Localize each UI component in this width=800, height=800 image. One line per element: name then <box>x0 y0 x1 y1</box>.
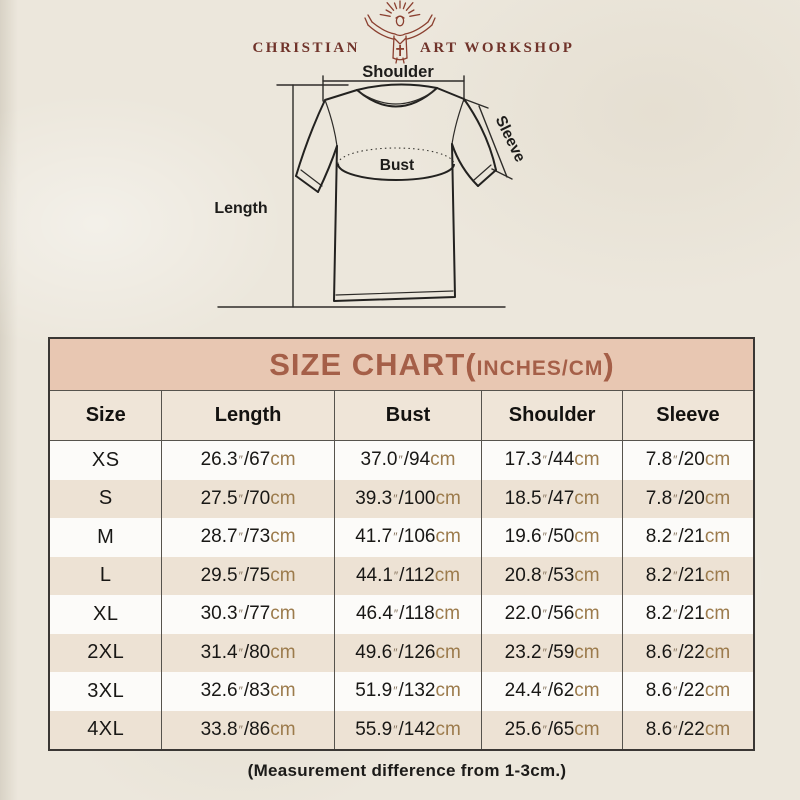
bust-cell: 49.6 ″ /126 cm <box>335 634 483 673</box>
logo-text-right: ART WORKSHOP <box>420 40 575 56</box>
title-sub: INCHES/CM <box>476 356 604 380</box>
shoulder-cell: 24.4 ″ /62 cm <box>482 672 623 711</box>
sleeve-label: Sleeve <box>491 113 529 165</box>
size-cell: S <box>50 480 162 519</box>
size-cell: 4XL <box>50 711 162 750</box>
bust-cell: 44.1 ″ /112 cm <box>335 557 483 596</box>
shoulder-cell: 20.8 ″ /53 cm <box>482 557 623 596</box>
table-header-row <box>50 391 753 441</box>
table-row <box>50 518 753 557</box>
sleeve-cell: 8.6 ″ /22 cm <box>645 718 731 740</box>
size-cell: XS <box>50 441 162 480</box>
sleeve-cell: 8.6 ″ /22 cm <box>645 641 731 663</box>
column-header-shoulder: Shoulder <box>482 391 623 440</box>
bust-cell: 37.0 ″ /94 cm <box>335 441 483 480</box>
length-cell: 26.3 ″ /67 cm <box>162 441 334 480</box>
logo-text-left: CHRISTIAN <box>252 40 360 56</box>
size-cell: 3XL <box>50 672 162 711</box>
size-cell: XL <box>50 595 162 634</box>
title-close: ) <box>603 346 614 382</box>
column-header-sleeve: Sleeve <box>656 404 720 426</box>
shoulder-cell: 23.2 ″ /59 cm <box>482 634 623 673</box>
size-cell: L <box>50 557 162 596</box>
sleeve-cell: 8.2 ″ /21 cm <box>645 603 731 625</box>
bust-cell: 51.9 ″ /132 cm <box>335 672 483 711</box>
table-row <box>50 480 753 519</box>
column-header-bust: Bust <box>335 391 483 440</box>
bust-cell: 39.3 ″ /100 cm <box>335 480 483 519</box>
sleeve-cell: 8.2 ″ /21 cm <box>645 526 731 548</box>
shoulder-label: Shoulder <box>362 63 434 81</box>
shoulder-cell: 17.3 ″ /44 cm <box>482 441 623 480</box>
length-cell: 33.8 ″ /86 cm <box>162 711 334 750</box>
size-chart-title <box>269 347 614 383</box>
length-cell: 32.6 ″ /83 cm <box>162 672 334 711</box>
tshirt-outline <box>296 84 496 301</box>
sleeve-cell: 8.6 ″ /22 cm <box>645 680 731 702</box>
shoulder-cell: 22.0 ″ /56 cm <box>482 595 623 634</box>
table-row <box>50 711 753 750</box>
column-header-size: Size <box>50 391 162 440</box>
table-row <box>50 557 753 596</box>
bust-cell: 41.7 ″ /106 cm <box>335 518 483 557</box>
length-cell: 27.5 ″ /70 cm <box>162 480 334 519</box>
sleeve-cell: 7.8 ″ /20 cm <box>645 449 731 471</box>
length-measure-lines <box>218 85 505 307</box>
size-cell: M <box>50 518 162 557</box>
size-chart-title-bar <box>50 339 753 391</box>
bust-label: Bust <box>379 157 415 174</box>
length-label: Length <box>214 200 268 217</box>
size-chart-table <box>48 337 755 751</box>
table-row <box>50 634 753 673</box>
title-main: SIZE CHART( <box>269 346 477 382</box>
length-cell: 30.3 ″ /77 cm <box>162 595 334 634</box>
length-cell: 29.5 ″ /75 cm <box>162 557 334 596</box>
shoulder-cell: 19.6 ″ /50 cm <box>482 518 623 557</box>
column-header-length: Length <box>162 391 334 440</box>
tshirt-measurement-diagram <box>190 55 530 325</box>
size-chart-body <box>50 441 753 749</box>
bust-cell: 46.4 ″ /118 cm <box>335 595 483 634</box>
measurement-note: (Measurement difference from 1-3cm.) <box>247 761 567 780</box>
shoulder-cell: 25.6 ″ /65 cm <box>482 711 623 750</box>
table-row <box>50 672 753 711</box>
sleeve-cell: 8.2 ″ /21 cm <box>645 564 731 586</box>
length-cell: 31.4 ″ /80 cm <box>162 634 334 673</box>
bust-cell: 55.9 ″ /142 cm <box>335 711 483 750</box>
sleeve-cell: 7.8 ″ /20 cm <box>645 487 731 509</box>
length-cell: 28.7 ″ /73 cm <box>162 518 334 557</box>
table-row <box>50 595 753 634</box>
size-cell: 2XL <box>50 634 162 673</box>
shoulder-cell: 18.5 ″ /47 cm <box>482 480 623 519</box>
table-row <box>50 441 753 480</box>
